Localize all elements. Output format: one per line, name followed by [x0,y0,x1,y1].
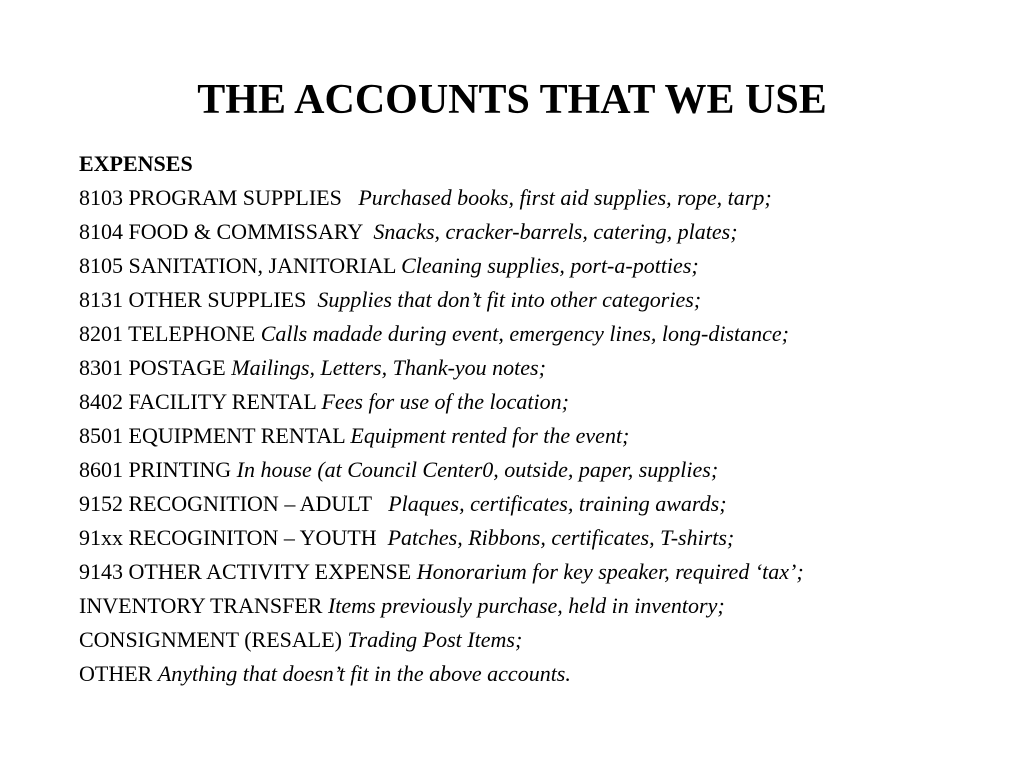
account-description: Plaques, certificates, training awards; [388,491,727,516]
account-label: 8131 OTHER SUPPLIES [79,287,318,312]
account-label: INVENTORY TRANSFER [79,593,328,618]
account-line [79,589,999,623]
account-description: Calls madade during event, emergency lines, long-distance; [260,321,789,346]
account-line [79,385,999,419]
account-line [79,249,999,283]
account-description: Cleaning supplies, port-a-potties; [401,253,699,278]
account-description: Snacks, cracker-barrels, catering, plates; [373,219,738,244]
account-label: 8402 FACILITY RENTAL [79,389,322,414]
account-description: Anything that doesn’t fit in the above accounts. [157,661,571,686]
account-line [79,215,999,249]
section-heading: EXPENSES [79,151,193,176]
account-line [79,351,999,385]
account-line [79,419,999,453]
account-label: 8301 POSTAGE [79,355,232,380]
account-description: Mailings, Letters, Thank-you notes; [231,355,546,380]
account-description: Equipment rented for the event; [350,423,630,448]
account-description: Items previously purchase, held in inventory; [327,593,725,618]
account-label: 8201 TELEPHONE [79,321,261,346]
account-description: Trading Post Items; [347,627,523,652]
account-description: Fees for use of the location; [321,389,569,414]
account-label: 8104 FOOD & COMMISSARY [79,219,374,244]
account-line [79,181,999,215]
account-description: Patches, Ribbons, certificates, T-shirts; [387,525,735,550]
account-label: 91xx RECOGINITON – YOUTH [79,525,388,550]
account-description: Supplies that don’t fit into other categories; [317,287,702,312]
account-line [79,555,999,589]
account-description: In house (at Council Center0, outside, paper, supplies; [236,457,719,482]
account-line [79,283,999,317]
account-label: 8103 PROGRAM SUPPLIES [79,185,359,210]
account-line [79,317,999,351]
account-line [79,453,999,487]
account-description: Honorarium for key speaker, required ‘tax’; [416,559,804,584]
account-label: 8601 PRINTING [79,457,237,482]
account-line [79,487,999,521]
account-label: 9152 RECOGNITION – ADULT [79,491,389,516]
account-label: OTHER [79,661,158,686]
account-label: 9143 OTHER ACTIVITY EXPENSE [79,559,417,584]
account-line [79,623,999,657]
slide-body [79,147,999,691]
slide-title: THE ACCOUNTS THAT WE USE [197,77,827,123]
account-label: CONSIGNMENT (RESALE) [79,627,348,652]
account-line [79,521,999,555]
account-description: Purchased books, first aid supplies, rope, tarp; [358,185,772,210]
account-label: 8501 EQUIPMENT RENTAL [79,423,351,448]
account-line [79,657,999,691]
account-label: 8105 SANITATION, JANITORIAL [79,253,402,278]
